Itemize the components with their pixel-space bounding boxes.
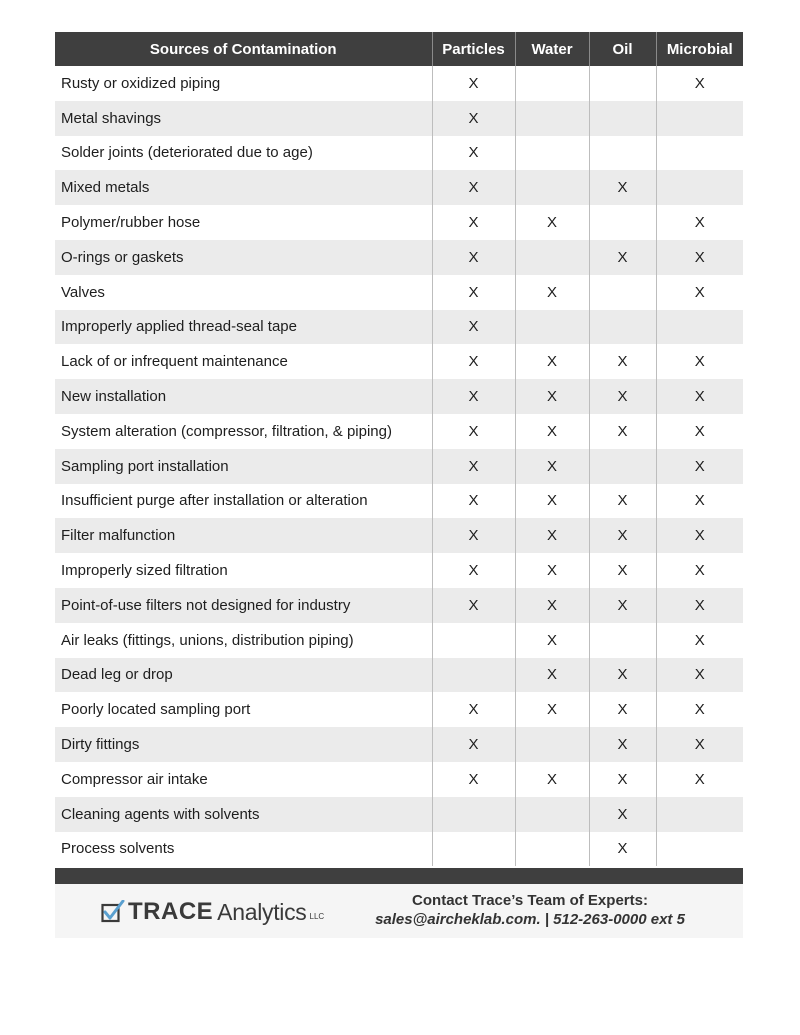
oil-cell [589,136,656,171]
logo-trace-text: TRACE [128,898,214,925]
oil-cell [589,205,656,240]
table-body [55,66,743,866]
microbial-cell: X [656,658,743,693]
water-cell: X [515,205,589,240]
water-cell [515,170,589,205]
footer [55,884,743,938]
oil-cell [589,66,656,101]
logo-llc-text: LLC [309,912,325,921]
table-row [55,379,743,414]
water-cell [515,727,589,762]
water-cell [515,66,589,101]
header-particles: Particles [432,32,515,66]
table-row [55,170,743,205]
water-cell [515,101,589,136]
source-cell: Point-of-use filters not designed for industry [55,588,432,623]
source-cell: Cleaning agents with solvents [55,797,432,832]
particles-cell: X [432,762,515,797]
oil-cell: X [589,553,656,588]
particles-cell: X [432,449,515,484]
particles-cell: X [432,310,515,345]
contact-block [345,891,715,929]
table-row [55,344,743,379]
water-cell: X [515,623,589,658]
particles-cell: X [432,588,515,623]
table-row [55,797,743,832]
source-cell: Solder joints (deteriorated due to age) [55,136,432,171]
particles-cell: X [432,379,515,414]
particles-cell: X [432,553,515,588]
source-cell: Air leaks (fittings, unions, distribution piping) [55,623,432,658]
source-cell: Improperly sized filtration [55,553,432,588]
contact-details: sales@aircheklab.com. | 512-263-0000 ext 5 [375,911,685,928]
microbial-cell [656,101,743,136]
microbial-cell: X [656,518,743,553]
logo-analytics-text: Analytics [217,899,307,925]
source-cell: Compressor air intake [55,762,432,797]
microbial-cell [656,310,743,345]
source-cell: Filter malfunction [55,518,432,553]
water-cell [515,136,589,171]
oil-cell: X [589,484,656,519]
source-cell: Poorly located sampling port [55,692,432,727]
header-sources: Sources of Contamination [55,32,432,66]
table-row [55,136,743,171]
particles-cell: X [432,414,515,449]
microbial-cell: X [656,623,743,658]
table-row [55,449,743,484]
table-row [55,66,743,101]
table-row [55,518,743,553]
table-header-row [55,32,743,66]
oil-cell: X [589,797,656,832]
contact-title: Contact Trace’s Team of Experts: [412,892,648,909]
microbial-cell: X [656,588,743,623]
trace-analytics-logo [101,896,324,924]
table-row [55,553,743,588]
table-row [55,692,743,727]
source-cell: Improperly applied thread-seal tape [55,310,432,345]
table-row [55,762,743,797]
microbial-cell: X [656,344,743,379]
oil-cell: X [589,727,656,762]
particles-cell: X [432,727,515,762]
table-row [55,484,743,519]
water-cell: X [515,588,589,623]
particles-cell: X [432,518,515,553]
microbial-cell [656,170,743,205]
particles-cell [432,658,515,693]
table-row [55,101,743,136]
microbial-cell: X [656,414,743,449]
water-cell: X [515,762,589,797]
oil-cell [589,449,656,484]
water-cell [515,797,589,832]
microbial-cell: X [656,727,743,762]
table-row [55,414,743,449]
source-cell: Process solvents [55,832,432,867]
source-cell: Valves [55,275,432,310]
header-microbial: Microbial [656,32,743,66]
particles-cell: X [432,692,515,727]
particles-cell: X [432,344,515,379]
water-cell: X [515,449,589,484]
microbial-cell: X [656,205,743,240]
oil-cell: X [589,240,656,275]
oil-cell: X [589,658,656,693]
water-cell: X [515,658,589,693]
checkbox-check-icon [101,900,125,924]
particles-cell: X [432,240,515,275]
source-cell: System alteration (compressor, filtration, & piping) [55,414,432,449]
table-row [55,240,743,275]
oil-cell: X [589,170,656,205]
table-row [55,832,743,867]
oil-cell [589,275,656,310]
oil-cell: X [589,379,656,414]
particles-cell: X [432,136,515,171]
table-row [55,727,743,762]
oil-cell [589,310,656,345]
table-row [55,588,743,623]
oil-cell: X [589,344,656,379]
oil-cell [589,101,656,136]
oil-cell: X [589,414,656,449]
microbial-cell: X [656,449,743,484]
microbial-cell: X [656,692,743,727]
oil-cell: X [589,692,656,727]
source-cell: Mixed metals [55,170,432,205]
source-cell: Sampling port installation [55,449,432,484]
table-row [55,623,743,658]
header-oil: Oil [589,32,656,66]
oil-cell: X [589,588,656,623]
microbial-cell [656,832,743,867]
microbial-cell: X [656,240,743,275]
microbial-cell: X [656,553,743,588]
particles-cell [432,797,515,832]
particles-cell: X [432,484,515,519]
table-row [55,658,743,693]
microbial-cell: X [656,379,743,414]
oil-cell: X [589,762,656,797]
particles-cell: X [432,275,515,310]
oil-cell: X [589,832,656,867]
microbial-cell: X [656,762,743,797]
water-cell [515,240,589,275]
footer-divider-bar [55,868,743,884]
microbial-cell [656,136,743,171]
water-cell: X [515,275,589,310]
water-cell: X [515,414,589,449]
particles-cell: X [432,66,515,101]
particles-cell [432,623,515,658]
particles-cell: X [432,170,515,205]
oil-cell: X [589,518,656,553]
water-cell [515,310,589,345]
water-cell: X [515,344,589,379]
source-cell: Lack of or infrequent maintenance [55,344,432,379]
microbial-cell: X [656,484,743,519]
oil-cell [589,623,656,658]
water-cell: X [515,553,589,588]
contamination-table [55,32,743,866]
water-cell: X [515,484,589,519]
water-cell: X [515,379,589,414]
water-cell: X [515,518,589,553]
particles-cell: X [432,205,515,240]
source-cell: New installation [55,379,432,414]
particles-cell [432,832,515,867]
table-row [55,275,743,310]
particles-cell: X [432,101,515,136]
water-cell [515,832,589,867]
header-water: Water [515,32,589,66]
source-cell: O-rings or gaskets [55,240,432,275]
source-cell: Metal shavings [55,101,432,136]
water-cell: X [515,692,589,727]
source-cell: Dirty fittings [55,727,432,762]
source-cell: Polymer/rubber hose [55,205,432,240]
source-cell: Insufficient purge after installation or alteration [55,484,432,519]
microbial-cell: X [656,66,743,101]
microbial-cell [656,797,743,832]
table-row [55,310,743,345]
table-row [55,205,743,240]
microbial-cell: X [656,275,743,310]
source-cell: Rusty or oxidized piping [55,66,432,101]
source-cell: Dead leg or drop [55,658,432,693]
